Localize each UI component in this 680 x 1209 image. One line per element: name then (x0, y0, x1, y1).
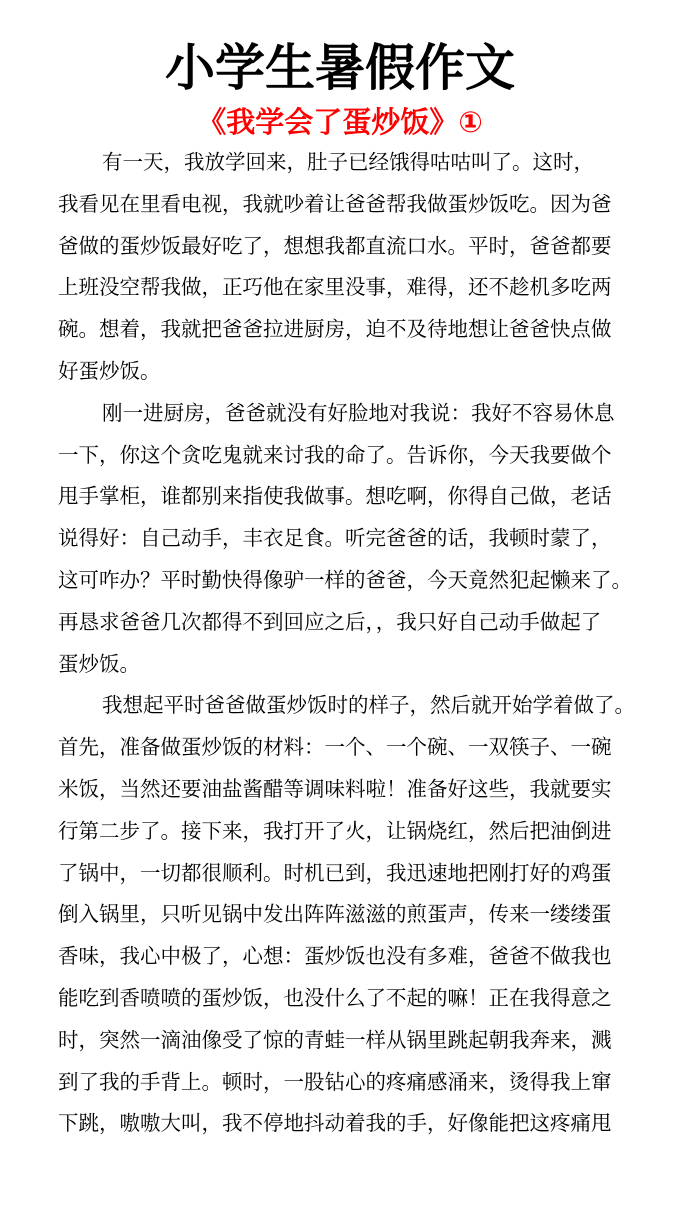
text-line: 倒入锅里，只听见锅中发出阵阵滋滋的煎蛋声，传来一缕缕蛋 (58, 902, 612, 927)
text-line: 行第二步了。接下来，我打开了火，让锅烧红，然后把油倒进 (58, 818, 612, 843)
paragraph (58, 685, 638, 1145)
text-line: 了锅中，一切都很顺利。时机已到，我迅速地把刚打好的鸡蛋 (58, 860, 612, 885)
text-line: 碗。想着，我就把爸爸拉进厨房，迫不及待地想让爸爸快点做 (58, 317, 612, 342)
text-line: 甩手掌柜，谁都别来指使我做事。想吃啊，你得自己做，老话 (58, 484, 612, 509)
text-line: 说得好：自己动手，丰衣足食。听完爸爸的话，我顿时蒙了， (58, 526, 612, 551)
text-line: 蛋炒饭。 (58, 651, 140, 676)
text-line: 首先，准备做蛋炒饭的材料：一个、一个碗、一双筷子、一碗 (58, 735, 612, 760)
text-line: 时，突然一滴油像受了惊的青蛙一样从锅里跳起朝我奔来，溅 (58, 1027, 612, 1052)
text-line: 再恳求爸爸几次都得不到回应之后，，我只好自己动手做起了 (58, 609, 602, 634)
text-line: 能吃到香喷喷的蛋炒饭，也没什么了不起的嘛！正在我得意之 (58, 985, 612, 1010)
document-title: 小学生暑假作文 (165, 38, 515, 97)
text-line: 下跳，嗷嗷大叫，我不停地抖动着我的手，好像能把这疼痛甩 (58, 1111, 612, 1136)
text-line: 好蛋炒饭。 (58, 358, 161, 383)
paragraph (58, 393, 638, 686)
essay-subtitle: 《我学会了蛋炒饭》① (197, 105, 483, 139)
text-line: 米饭，当然还要油盐酱醋等调味料啦！准备好这些，我就要实 (58, 776, 612, 801)
text-line: 上班没空帮我做，正巧他在家里没事，难得，还不趁机多吃两 (58, 275, 612, 300)
text-line: 有一天，我放学回来，肚子已经饿得咕咕叫了。这时， (102, 150, 594, 174)
text-line: 到了我的手背上。顿时，一股钻心的疼痛感涌来，烫得我上窜 (58, 1069, 612, 1094)
essay-body (58, 142, 638, 1145)
paragraph (58, 142, 638, 393)
text-line: 香味，我心中极了，心想：蛋炒饭也没有多难，爸爸不做我也 (58, 944, 612, 969)
text-line: 我想起平时爸爸做蛋炒饭时的样子，然后就开始学着做了。 (102, 693, 635, 718)
text-line: 我看见在里看电视，我就吵着让爸爸帮我做蛋炒饭吃。因为爸 (58, 191, 612, 216)
text-line: 刚一进厨房，爸爸就没有好脸地对我说：我好不容易休息 (102, 400, 615, 425)
text-line: 一下，你这个贪吃鬼就来讨我的命了。告诉你，今天我要做个 (58, 442, 612, 467)
text-line: 这可咋办？平时勤快得像驴一样的爸爸，今天竟然犯起懒来了。 (58, 567, 632, 592)
text-line: 爸做的蛋炒饭最好吃了，想想我都直流口水。平时，爸爸都要 (58, 233, 612, 258)
